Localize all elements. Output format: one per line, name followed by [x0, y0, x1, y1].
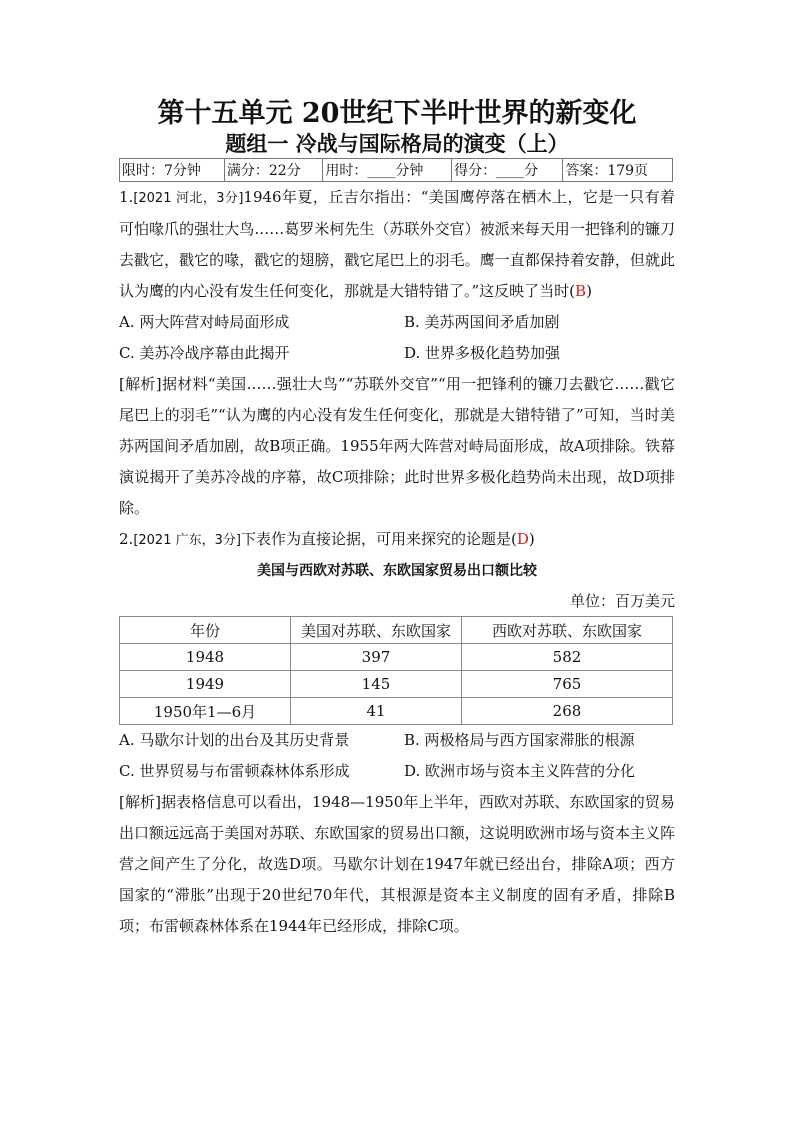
header-us: 美国对苏联、东欧国家 — [291, 617, 462, 644]
q1-answer: B — [575, 282, 587, 300]
unit-title: 第十五单元 20世纪下半叶世界的新变化 — [157, 98, 637, 129]
q2-stem-text: 下表作为直接论据，可用来探究的论题是( — [240, 530, 517, 548]
info-table — [119, 158, 673, 182]
q1-option-d: D. 世界多极化趋势加强 — [404, 344, 561, 362]
q2-answer: D — [516, 530, 529, 548]
q2-data-table — [119, 616, 673, 725]
q2-stem-close: ) — [528, 530, 535, 548]
q1-stem — [119, 182, 675, 307]
full-score-cell: 满分：22分 — [224, 159, 323, 182]
table-cell: 397 — [291, 644, 462, 671]
table-row — [120, 644, 673, 671]
q2-table-unit: 单位：百万美元 — [569, 592, 675, 610]
q2-source: [2021 广东，3分] — [133, 533, 241, 548]
header-western-europe: 西欧对苏联、东欧国家 — [462, 617, 673, 644]
q1-options — [119, 307, 675, 369]
q1-stem-text: 1946年夏，丘吉尔指出：“美国鹰停落在栖木上，它是一只有着可怕喙爪的强壮大鸟……葛罗米柯先生（苏联外交官）被派来每天用一把锋利的镰刀去戳它，戳它的喙，戳它的翅膀，戳它尾巴上的羽毛。鹰一直都保持着安静，但就此认为鹰的内心没有发生任何变化，那就是大错特错了。”这反映了当时( — [119, 188, 675, 300]
table-cell: 41 — [291, 698, 462, 725]
q1-number: 1. — [119, 188, 134, 206]
table-cell: 268 — [462, 698, 673, 725]
document-page — [119, 98, 675, 942]
q1-option-b: B. 美苏两国间矛盾加剧 — [404, 313, 560, 331]
group-title: 题组一 冷战与国际格局的演变（上） — [225, 131, 569, 156]
time-used-cell: 用时：____分钟 — [323, 159, 452, 182]
time-limit-cell: 限时：7分钟 — [120, 159, 225, 182]
table-cell: 145 — [291, 671, 462, 698]
header-year: 年份 — [120, 617, 291, 644]
q2-analysis: [解析]据表格信息可以看出，1948—1950年上半年，西欧对苏联、东欧国家的贸易出口额远远高于美国对苏联、东欧国家的贸易出口额，这说明欧洲市场与资本主义阵营之间产生了分化，故选D项。马歇尔计划在1947年就已经出台，排除A项；西方国家的“滞胀”出现于20世纪70年代，其根源是资本主义制度的固有矛盾，排除B项；布雷顿森林体系在1944年已经形成，排除C项。 — [119, 793, 675, 935]
table-cell: 1950年1—6月 — [120, 698, 291, 725]
table-row — [120, 671, 673, 698]
table-header-row — [120, 617, 673, 644]
q1-option-a: A. 两大阵营对峙局面形成 — [119, 313, 290, 331]
table-cell: 765 — [462, 671, 673, 698]
q1-source: [2021 河北，3分] — [133, 191, 244, 206]
q1-analysis: [解析]据材料“美国……强壮大鸟”“苏联外交官”“用一把锋利的镰刀去戳它……戳它尾巴上的羽毛”“认为鹰的内心没有发生任何变化，那就是大错特错了”可知，当时美苏两国间矛盾加剧，故B项正确。1955年两大阵营对峙局面形成，故A项排除。铁幕演说揭开了美苏冷战的序幕，故C项排除；此时世界多极化趋势尚未出现，故D项排除。 — [119, 375, 675, 517]
q2-option-d: D. 欧洲市场与资本主义阵营的分化 — [404, 762, 636, 780]
score-cell: 得分：____分 — [452, 159, 563, 182]
table-cell: 1949 — [120, 671, 291, 698]
table-cell: 582 — [462, 644, 673, 671]
q2-stem — [119, 524, 675, 556]
table-cell: 1948 — [120, 644, 291, 671]
q2-table-title: 美国与西欧对苏联、东欧国家贸易出口额比较 — [257, 563, 537, 579]
q2-option-c: C. 世界贸易与布雷顿森林体系形成 — [119, 762, 350, 780]
table-row — [120, 698, 673, 725]
q1-option-c: C. 美苏冷战序幕由此揭开 — [119, 344, 290, 362]
answer-page-cell: 答案：179页 — [563, 159, 673, 182]
q2-option-b: B. 两极格局与西方国家滞胀的根源 — [404, 731, 635, 749]
q1-stem-close: ) — [586, 282, 592, 300]
q2-number: 2. — [119, 530, 134, 548]
q2-option-a: A. 马歇尔计划的出台及其历史背景 — [119, 731, 350, 749]
q2-options — [119, 725, 675, 787]
